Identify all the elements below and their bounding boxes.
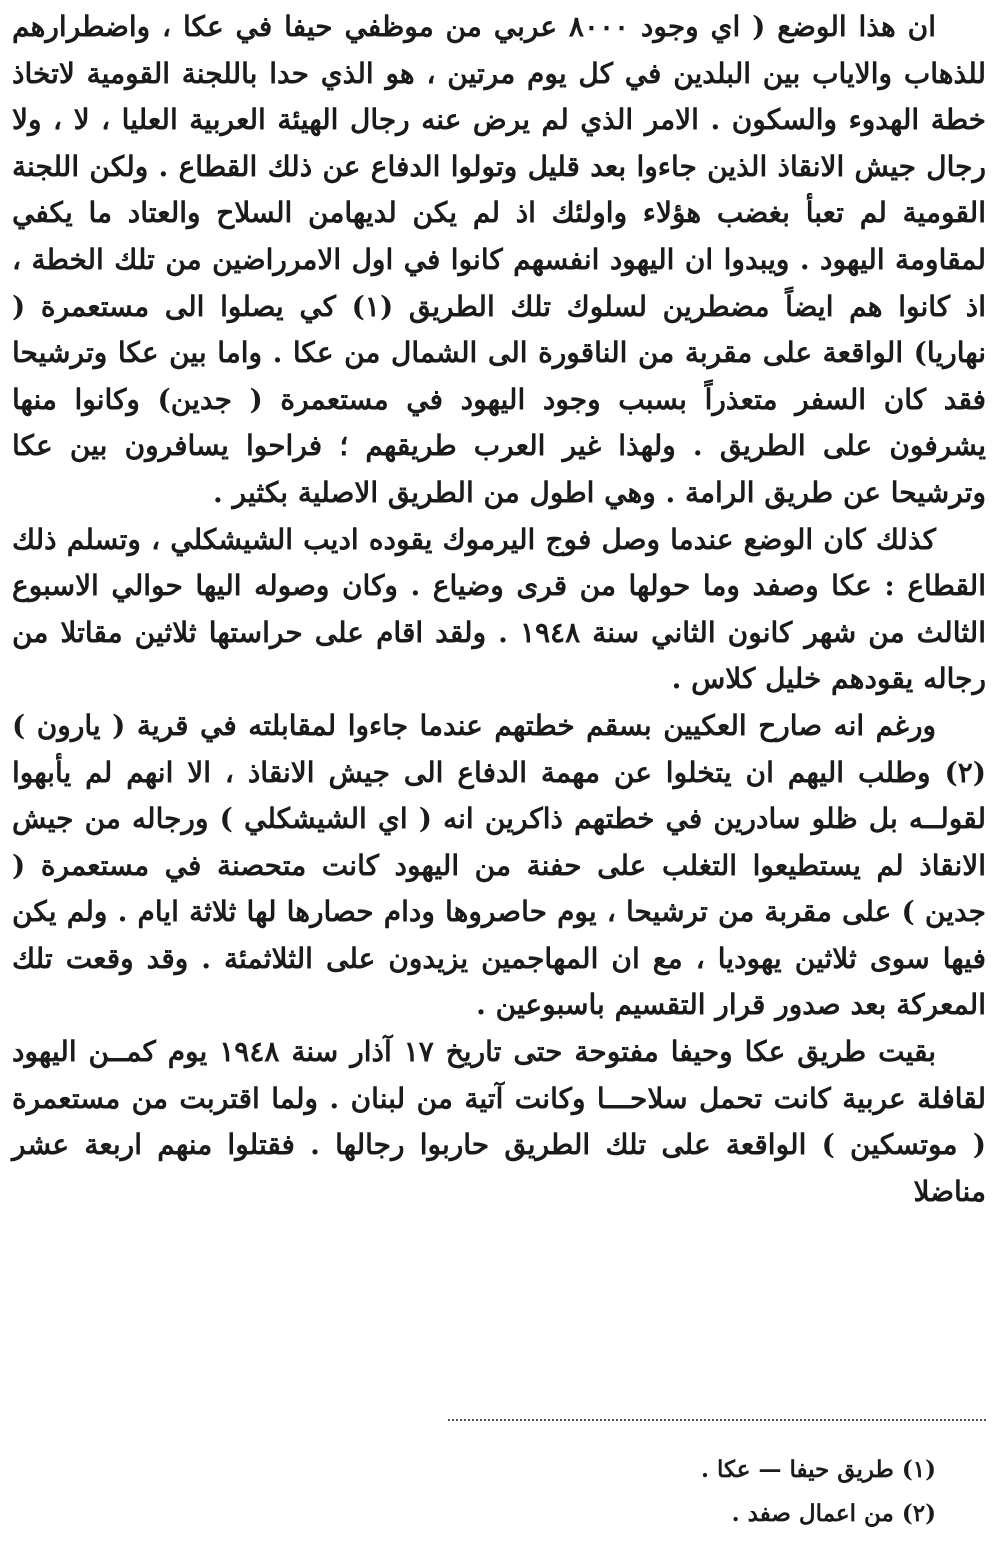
footnote-2: (٢) من اعمال صفد . [731,1500,936,1527]
paragraph-3: ورغم انه صارح العكيين بسقم خطتهم عندما جاءوا لمقابلته في قرية ( يارون ) (٢) وطلب اليهم ان يتخلوا عن مهمة الدفاع الى جيش الانقاذ ، الا انهم لم يأبهوا لقولــه بل ظلو سادرين في خطتهم ذاكرين انه ( اي الشيشكلي ) ورجاله من جيش الانقاذ لم يستطيعوا التغلب على حفنة من اليهود كانت متحصنة في مستعمرة ( جدين ) على مقربة من ترشيحا ، يوم حاصروها ودام حصارها لها ثلاثة ايام . ولم يكن فيها سوى ثلاثين يهوديا ، مع ان المهاجمين يزيدون على الثلاثمئة . وقد وقعت تلك المعركة بعد صدور قرار التقسيم باسبوعين . [12,708,986,1022]
paragraph-4: بقيت طريق عكا وحيفا مفتوحة حتى تاريخ ١٧ آذار سنة ١٩٤٨ يوم كمــن اليهود لقافلة عربية كانت تحمل سلاحـــا وكانت آتية من لبنان . ولما اقتربت من مستعمرة ( موتسكين ) الواقعة على تلك الطريق حاربوا رجالها . فقتلوا منهم اربعة عشر مناضلا [12,1035,986,1208]
document-page [12,4,986,1215]
footnote-1: (١) طريق حيفا — عكا . [701,1456,936,1483]
footnotes [136,1448,936,1536]
paragraph-1: ان هذا الوضع ( اي وجود ٨٠٠٠ عربي من موظفي حيفا في عكا ، واضطرارهم للذهاب والاياب بين البلدين في كل يوم مرتين ، هو الذي حدا باللجنة القومية لاتخاذ خطة الهدوء والسكون . الامر الذي لم يرض عنه رجال الهيئة العربية العليا ، لا ، ولا رجال جيش الانقاذ الذين جاءوا بعد قليل وتولوا الدفاع عن ذلك القطاع . ولكن اللجنة القومية لم تعبأ بغضب هؤلاء واولئك اذ لم يكن لديهامن السلاح والعتاد ما يكفي لمقاومة اليهود . ويبدوا ان اليهود انفسهم كانوا في اول الامرراضين من تلك الخطة ، اذ كانوا هم ايضاً مضطرين لسلوك تلك الطريق (١) كي يصلوا الى مستعمرة ( نهاريا) الواقعة على مقربة من الناقورة الى الشمال من عكا . واما بين عكا وترشيحا فقد كان السفر متعذراً بسبب وجود اليهود في مستعمرة ( جدين) وكانوا منها يشرفون على الطريق . ولهذا غير العرب طريقهم ؛ فراحوا يسافرون بين عكا وترشيحا عن طريق الرامة . وهي اطول من الطريق الاصلية بكثير . [12,10,986,509]
footnote-separator [448,1419,986,1421]
paragraph-2: كذلك كان الوضع عندما وصل فوج اليرموك يقوده اديب الشيشكلي ، وتسلم ذلك القطاع : عكا وصفد وما حولها من قرى وضياع . وكان وصوله اليها حوالي الاسبوع الثالث من شهر كانون الثاني سنة ١٩٤٨ . ولقد اقام على حراستها ثلاثين مقاتلا من رجاله يقودهم خليل كلاس . [12,522,986,696]
